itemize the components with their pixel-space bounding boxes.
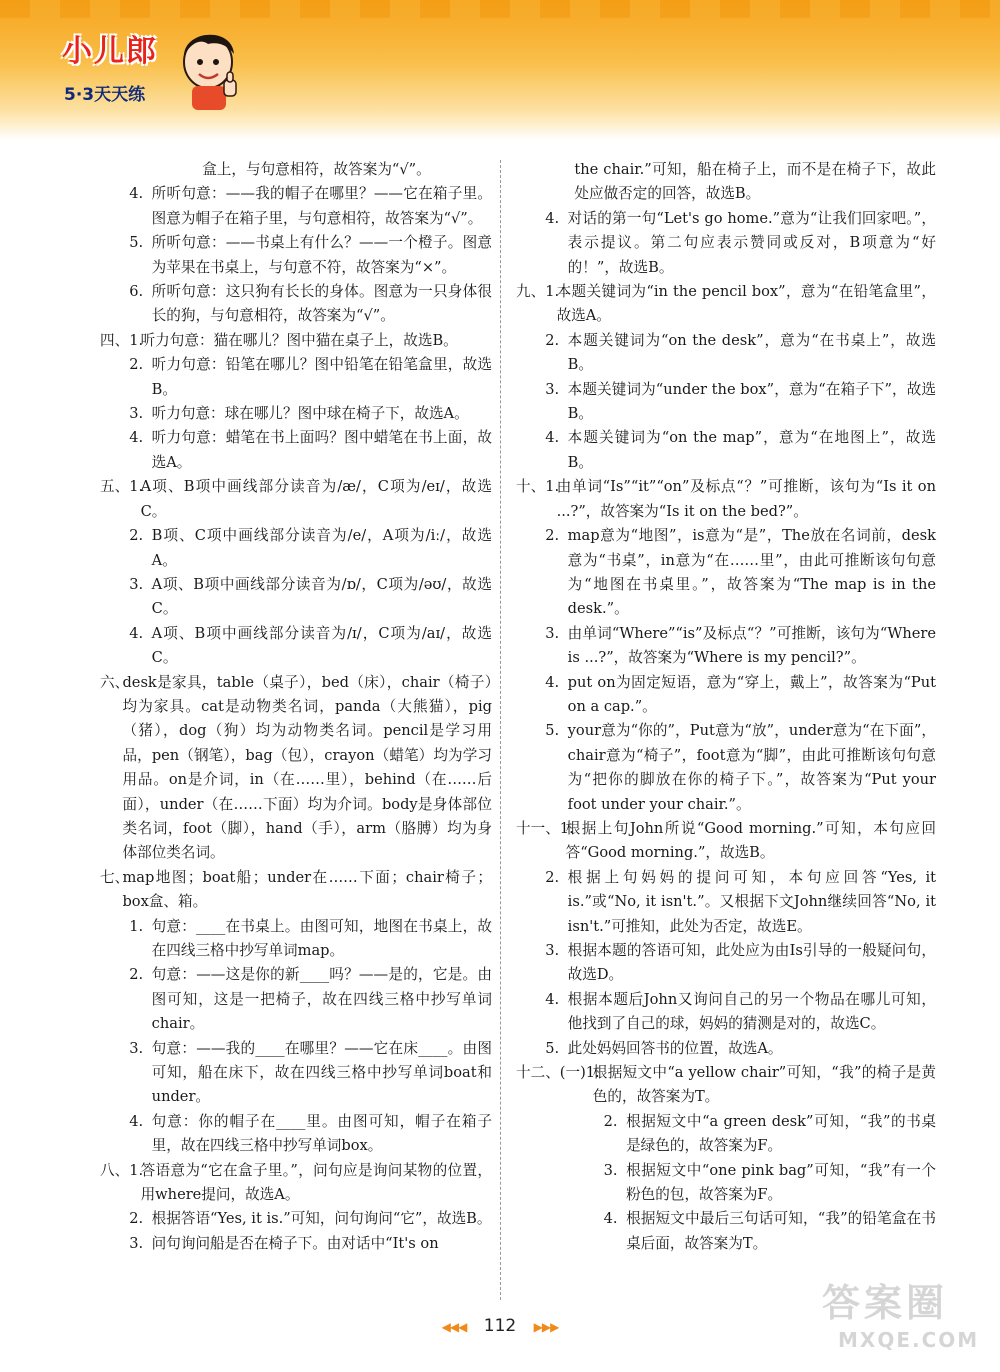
item-text: A项、B项中画线部分读音为/æ/，C项为/eɪ/，故选C。 [140,478,492,520]
item-number: 1. [129,917,144,935]
item-text: 本题关键词为“in the pencil box”，意为“在铅笔盒里”，故选A。 [556,283,936,325]
item-text: desk是家具，table（桌子），bed（床），chair（椅子）均为家具。cat是动物类名词，panda（大熊猫），pig（猪），dog（狗）均为动物类名词。pencil是学习用品，pen（钢笔），bag（包），crayon（蜡笔）均为学习用品。on是介词，in（在……里），behind（在……后面），under（在……下面）均为介词。body是身体部位类名词，foot（脚），hand（手），arm（胳膊）均为身体部位类名词。 [122,673,492,862]
answer-item [516,671,936,720]
item-text: 所听句意：——我的帽子在哪里？——它在箱子里。图意为帽子在箱子里，与句意相符，故答案为“√”。 [151,185,492,227]
answer-item [100,1110,492,1159]
item-text: 听力句意：猫在哪儿？图中猫在桌子上，故选B。 [140,331,458,349]
item-text: 对话的第一句“Let's go home.”意为“让我们回家吧。”，表示提议。第二句应表示赞同或反对，B项意为“好的！”，故选B。 [567,209,936,276]
answer-item [516,158,936,207]
item-number: 2. [129,527,144,545]
item-text: 根据上句妈妈的提问可知，本句应回答“Yes, it is.”或“No, it isn't.”。又根据下文John继续回答“No, it isn't.”可推知，此处为否定，故选E。 [567,868,936,935]
item-number: 3. [545,624,560,642]
answer-item [100,475,492,524]
item-text: 根据上句John所说“Good morning.”可知，本句应回答“Good morning.”，故选B。 [565,819,936,862]
item-text: 由单词“Is”“it”“on”及标点“？”可推断，该句为“Is it on ...?”，故答案为“Is it on the bed?”。 [556,478,936,520]
answer-item [516,817,936,866]
answer-item [100,671,492,866]
item-text: 根据短文中“a yellow chair”可知，“我”的椅子是黄色的，故答案为T。 [592,1064,936,1106]
answer-item [100,329,492,353]
item-number: 4. [545,673,560,691]
answer-item [516,1159,936,1208]
answer-item [100,915,492,964]
answer-item [516,988,936,1037]
item-number: 4. [603,1210,618,1228]
item-text: 听力句意：蜡笔在书上面吗？图中蜡笔在书上面，故选A。 [151,429,492,471]
item-number: 4. [129,185,144,203]
answer-item [100,158,492,182]
item-text: 问句询问船是否在椅子下。由对话中“It's on [151,1234,439,1252]
logo-title: 小儿郎 [62,34,158,69]
header-banner [0,0,1000,140]
logo-subtitle: 5·3天天练 [64,85,146,105]
item-number: 5. [129,234,144,252]
item-text: B项、C项中画线部分读音为/e/，A项为/iː/，故选A。 [151,527,492,569]
item-number: 4. [545,990,560,1008]
answer-item [100,1037,492,1110]
item-text: 根据答语“Yes, it is.”可知，问句询问“它”，故选B。 [151,1210,492,1228]
answer-item [100,231,492,280]
logo [58,22,238,112]
answer-item [516,866,936,939]
item-number: 十二、(一)1. [516,1064,600,1082]
item-number: 3. [129,405,144,423]
item-number: 五、1. [100,478,144,496]
banner-strip [0,0,1000,18]
item-number: 4. [545,429,560,447]
answer-item [516,1061,936,1110]
next-arrows-icon: ▶▶▶ [533,1320,559,1334]
item-number: 3. [545,942,560,959]
answer-item [516,524,936,622]
item-number: 2. [129,966,144,984]
answer-item [516,378,936,427]
item-text: 听力句意：球在哪儿？图中球在椅子下，故选A。 [151,405,469,423]
answer-item [100,280,492,329]
item-text: A项、B项中画线部分读音为/ɒ/，C项为/əʊ/，故选C。 [151,575,492,618]
item-number: 4. [129,429,144,447]
answer-item [100,963,492,1036]
item-number: 四、1. [100,331,144,349]
item-number: 2. [129,356,144,374]
item-text: your意为“你的”，Put意为“放”，under意为“在下面”，chair意为“椅子”，foot意为“脚”，由此可推断该句句意为“把你的脚放在你的椅子下。”，故答案为“Put your foot under your chair.”。 [567,722,936,813]
right-column [516,158,936,1256]
item-number: 2. [545,527,560,545]
watermark-top: 答案圈 [822,1281,949,1325]
answer-item [100,182,492,231]
item-text: 本题关键词为“under the box”，意为“在箱子下”，故选B。 [567,380,936,423]
item-number: 十、1. [516,478,560,496]
item-number: 3. [129,575,144,593]
item-number: 九、1. [516,283,560,301]
item-text: 由单词“Where”“is”及标点“？”可推断，该句为“Where is ...?”，故答案为“Where is my pencil?”。 [567,624,936,667]
answer-item [516,1207,936,1256]
item-text: 本题关键词为“on the desk”，意为“在书桌上”，故选B。 [567,331,936,374]
answer-item [100,622,492,671]
answer-item [100,402,492,426]
item-number: 2. [545,331,560,349]
column-divider [500,160,501,1300]
answer-item [516,329,936,378]
item-text: map意为“地图”，is意为“是”，The放在名词前，desk意为“书桌”，in意为“在……里”，由此可推断该句句意为“地图在书桌里。”，故答案为“The map is in the desk.”。 [567,527,936,618]
item-text: 句意：____在书桌上。由图可知，地图在书桌上，故在四线三格中抄写单词map。 [151,917,492,959]
item-text: the chair.”可知，船在椅子上，而不是在椅子下，故此处应做否定的回答，故选B。 [574,161,936,203]
item-number: 2. [545,868,560,886]
item-text: 句意：——我的____在哪里？——它在床____。由图可知，船在床下，故在四线三格中抄写单词boat和under。 [151,1039,492,1106]
item-number: 六、 [100,673,130,691]
item-text: 所听句意：——书桌上有什么？——一个橙子。图意为苹果在书桌上，与句意不符，故答案为“×”。 [151,234,492,276]
watermark [812,1272,992,1364]
item-text: 句意：——这是你的新____吗？——是的，它是。由图可知，这是一把椅子，故在四线三格中抄写单词chair。 [151,966,492,1033]
item-text: 根据短文中最后三句话可知，“我”的铅笔盒在书桌后面，故答案为T。 [626,1210,936,1252]
item-text: A项、B项中画线部分读音为/ɪ/，C项为/aɪ/，故选C。 [151,624,492,667]
answer-item [516,475,936,524]
answer-item [100,426,492,475]
item-text: put on为固定短语，意为“穿上，戴上”，故答案为“Put on a cap.”。 [567,673,936,715]
item-text: map地图；boat船；under在……下面；chair椅子；box盒、箱。 [122,868,492,911]
item-number: 4. [545,209,560,227]
answer-item [516,622,936,671]
item-number: 4. [129,1112,144,1130]
page-number: 112 [483,1316,517,1336]
answer-item [100,1232,492,1256]
item-text: 盒上，与句意相符，故答案为“√”。 [202,161,431,178]
left-column [100,158,492,1256]
item-number: 十一、1. [516,819,574,837]
item-number: 6. [129,283,144,301]
item-number: 5. [545,1039,560,1057]
item-text: 此处妈妈回答书的位置，故选A。 [567,1039,783,1057]
answer-item [100,866,492,915]
answer-item [516,939,936,988]
answer-item [100,1159,492,1208]
answer-item [516,280,936,329]
item-number: 八、1. [100,1161,144,1179]
watermark-bottom: MXQE.COM [838,1328,980,1352]
item-text: 根据本题的答语可知，此处应为由Is引导的一般疑问句，故选D。 [567,942,936,984]
answer-item [516,426,936,475]
item-text: 根据本题后John又询问自己的另一个物品在哪儿可知，他找到了自己的球，妈妈的猜测是对的，故选C。 [567,990,936,1033]
boy-thumbs-up-icon [174,22,244,112]
item-text: 所听句意：这只狗有长长的身体。图意为一只身体很长的狗，与句意相符，故答案为“√”。 [151,283,492,325]
answer-item [100,353,492,402]
item-number: 5. [545,722,560,740]
item-text: 根据短文中“one pink bag”可知，“我”有一个粉色的包，故答案为F。 [626,1161,936,1204]
answer-item [516,1037,936,1061]
item-text: 听力句意：铅笔在哪儿？图中铅笔在铅笔盒里，故选B。 [151,356,492,398]
item-number: 2. [603,1112,618,1130]
item-number: 4. [129,624,144,642]
item-number: 3. [603,1161,618,1179]
item-text: 本题关键词为“on the map”，意为“在地图上”，故选B。 [567,429,936,471]
prev-arrows-icon: ◀◀◀ [441,1320,467,1334]
item-number: 3. [129,1039,144,1057]
answer-item [516,719,936,817]
item-text: 答语意为“它在盒子里。”，问句应是询问某物的位置，用where提问，故选A。 [140,1161,492,1204]
item-text: 根据短文中“a green desk”可知，“我”的书桌是绿色的，故答案为F。 [626,1112,936,1155]
answer-item [516,1110,936,1159]
item-number: 七、 [100,868,130,886]
item-number: 3. [545,380,560,398]
answer-item [100,1207,492,1231]
item-number: 3. [129,1234,144,1252]
answer-item [516,207,936,280]
item-text: 句意：你的帽子在____里。由图可知，帽子在箱子里，故在四线三格中抄写单词box。 [151,1112,492,1155]
answer-item [100,573,492,622]
answer-item [100,524,492,573]
item-number: 2. [129,1210,144,1228]
